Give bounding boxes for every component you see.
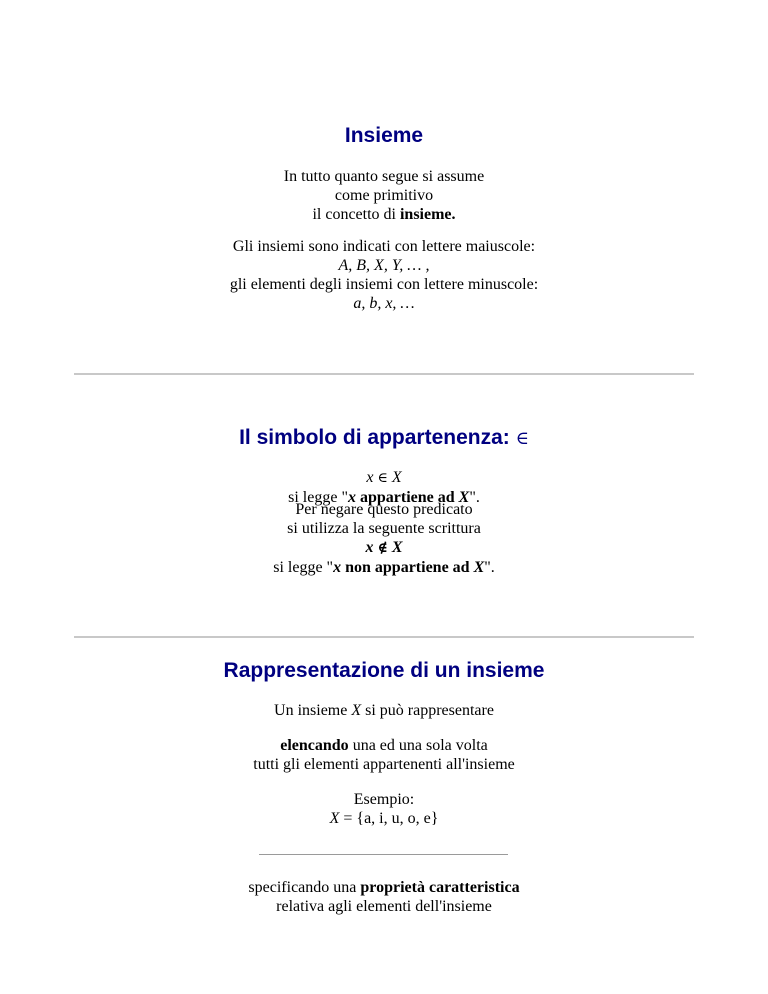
intro-line-3: il concetto di insieme. <box>312 206 456 223</box>
intro-paragraph <box>0 167 768 224</box>
negation-line-2: si utilizza la seguente scrittura <box>287 520 481 537</box>
negation-paragraph <box>0 500 768 577</box>
formula-membership: x ∈ X <box>366 469 402 486</box>
negation-line-1: Per negare questo predicato <box>295 501 473 518</box>
notation-line-3: gli elementi degli insiemi con lettere minuscole: <box>229 276 539 293</box>
example-block <box>0 790 768 828</box>
notation-line-1: Gli insiemi sono indicati con lettere maiuscole: <box>232 238 536 255</box>
formula-non-membership: x ∉ X <box>365 539 403 556</box>
intro-line-1: In tutto quanto segue si assume <box>283 168 485 185</box>
representation-intro: Un insieme X si può rappresentare <box>274 702 494 719</box>
element-of-symbol: ∈ <box>515 428 529 449</box>
heading-rappresentazione: Rappresentazione di un insieme <box>223 659 545 682</box>
notation-line-2: A, B, X, Y, … , <box>338 257 430 274</box>
proprieta-bold: proprietà caratteristica <box>360 879 520 896</box>
elencando-bold: elencando <box>280 737 349 754</box>
reading-non-membership: si legge "x non appartiene ad X". <box>273 559 495 576</box>
example-label: Esempio: <box>353 791 415 808</box>
method-property: specificando una proprietà caratteristica relativa agli elementi dell'insieme <box>248 879 520 915</box>
method-listing: elencando una ed una sola volta tutti gli elementi appartenenti all'insieme <box>253 737 515 773</box>
section-divider-2 <box>74 636 694 638</box>
intro-line-2: come primitivo <box>334 187 434 204</box>
insieme-bold: insieme. <box>399 206 456 223</box>
notation-line-4: a, b, x, … <box>353 295 415 312</box>
example-divider <box>259 854 508 855</box>
reading-membership: si legge "x appartiene ad X". <box>288 489 480 506</box>
section-divider-1 <box>74 373 694 375</box>
example-set: X = {a, i, u, o, e} <box>329 810 439 827</box>
heading-appartenenza: Il simbolo di appartenenza: ∈ <box>239 426 529 449</box>
notation-paragraph <box>0 237 768 313</box>
heading-insieme: Insieme <box>344 124 424 147</box>
